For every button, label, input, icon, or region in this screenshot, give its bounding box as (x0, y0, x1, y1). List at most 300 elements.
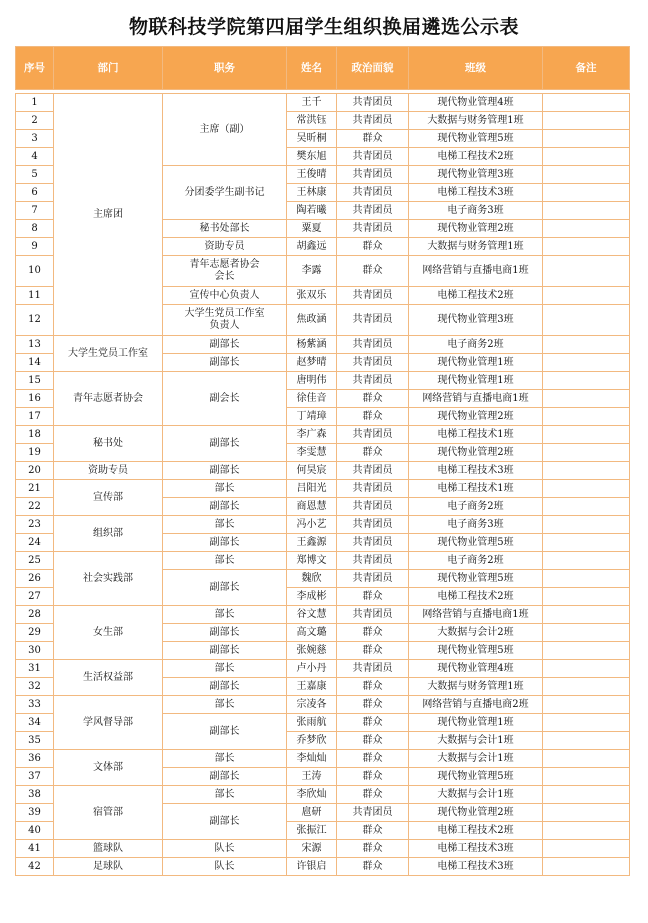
cell-name-text: 樊东旭 (296, 150, 327, 162)
cell-political-status-text: 共青团员 (352, 428, 393, 440)
cell-political-status (337, 768, 409, 786)
cell-position-text: 副部长 (209, 626, 240, 638)
cell-position (163, 94, 287, 166)
cell-political-status (337, 588, 409, 606)
cell-index-text: 20 (28, 464, 41, 476)
table-row (16, 336, 630, 354)
cell-name (287, 184, 337, 202)
cell-political-status (337, 238, 409, 256)
cell-name-text: 李广森 (296, 428, 327, 440)
cell-name-text: 商恩慧 (296, 500, 327, 512)
cell-political-status (337, 606, 409, 624)
cell-political-status (337, 534, 409, 552)
cell-index (16, 498, 54, 516)
cell-name-text: 赵梦晴 (296, 356, 327, 368)
cell-position-text: 副部长 (209, 500, 240, 512)
cell-class (409, 750, 543, 768)
cell-remarks (543, 678, 630, 696)
cell-class-text: 大数据与会计2班 (437, 626, 514, 638)
cell-position-text: 资助专员 (204, 240, 245, 252)
cell-remarks (543, 238, 630, 256)
cell-index-text: 14 (28, 356, 41, 368)
cell-index (16, 202, 54, 220)
cell-class-text: 现代物业管理1班 (437, 356, 514, 368)
cell-remarks (543, 130, 630, 148)
cell-name-text: 乔梦欣 (296, 734, 327, 746)
cell-position-text: 副部长 (209, 437, 240, 449)
cell-index (16, 372, 54, 390)
cell-index (16, 552, 54, 570)
cell-remarks (543, 588, 630, 606)
cell-position (163, 750, 287, 768)
cell-name-text: 王鑫源 (296, 536, 327, 548)
cell-class-text: 电梯工程技术2班 (437, 590, 514, 602)
cell-political-status (337, 287, 409, 305)
cell-political-status-text: 共青团员 (352, 500, 393, 512)
cell-position (163, 480, 287, 498)
table-row (16, 660, 630, 678)
cell-remarks (543, 516, 630, 534)
cell-name (287, 354, 337, 372)
cell-class-text: 大数据与会计1班 (437, 734, 514, 746)
cell-political-status-text: 共青团员 (352, 464, 393, 476)
cell-position-text: 队长 (214, 860, 235, 872)
cell-position-text: 副部长 (209, 644, 240, 656)
cell-name-text: 胡鑫远 (296, 240, 327, 252)
cell-index (16, 732, 54, 750)
cell-position (163, 372, 287, 426)
cell-department (54, 94, 163, 336)
cell-class (409, 372, 543, 390)
cell-index (16, 336, 54, 354)
cell-political-status (337, 94, 409, 112)
cell-name-text: 吕阳光 (296, 482, 327, 494)
cell-political-status-text: 群众 (362, 240, 383, 252)
cell-index (16, 642, 54, 660)
cell-class (409, 354, 543, 372)
cell-class-text: 现代物业管理2班 (437, 410, 514, 422)
cell-name-text: 丁靖璋 (296, 410, 327, 422)
cell-class-text: 现代物业管理5班 (437, 770, 514, 782)
cell-position-text: 副部长 (209, 536, 240, 548)
cell-position-text: 宣传中心负责人 (189, 289, 260, 301)
cell-index-text: 27 (28, 590, 41, 602)
cell-class (409, 606, 543, 624)
cell-political-status (337, 444, 409, 462)
cell-political-status (337, 480, 409, 498)
cell-remarks (543, 642, 630, 660)
cell-political-status (337, 202, 409, 220)
cell-name (287, 426, 337, 444)
cell-name-text: 常洪钰 (296, 114, 327, 126)
cell-index-text: 37 (28, 770, 41, 782)
cell-remarks (543, 426, 630, 444)
cell-department-text: 秘书处 (93, 437, 123, 449)
cell-class-text: 电梯工程技术3班 (437, 860, 514, 872)
cell-index-text: 25 (28, 554, 41, 566)
cell-political-status (337, 426, 409, 444)
cell-name-text: 高文璐 (296, 626, 327, 638)
cell-name (287, 804, 337, 822)
cell-name-text: 王千 (301, 96, 322, 108)
cell-political-status-text: 共青团员 (352, 806, 393, 818)
cell-class-text: 网络营销与直播电商1班 (422, 265, 529, 276)
cell-name-text: 李灿灿 (296, 752, 327, 764)
cell-position-text: 队长 (214, 842, 235, 854)
cell-department-text: 女生部 (93, 626, 123, 638)
cell-political-status (337, 840, 409, 858)
cell-name (287, 552, 337, 570)
cell-index-text: 29 (28, 626, 41, 638)
table-row (16, 516, 630, 534)
cell-name (287, 148, 337, 166)
cell-name (287, 750, 337, 768)
cell-index-text: 33 (28, 698, 41, 710)
cell-department-text: 文体部 (93, 761, 123, 773)
cell-index-text: 21 (28, 482, 41, 494)
cell-remarks (543, 768, 630, 786)
cell-class-text: 电子商务2班 (447, 554, 504, 566)
cell-political-status (337, 696, 409, 714)
cell-index-text: 4 (31, 150, 38, 162)
cell-name (287, 606, 337, 624)
cell-index-text: 41 (28, 842, 41, 854)
cell-position (163, 336, 287, 354)
cell-index (16, 750, 54, 768)
cell-political-status-text: 共青团员 (352, 662, 393, 674)
cell-name-text: 扈研 (301, 806, 322, 818)
cell-index-text: 12 (28, 314, 41, 325)
cell-political-status-text: 群众 (362, 860, 383, 872)
cell-index (16, 462, 54, 480)
cell-position (163, 786, 287, 804)
cell-index-text: 11 (28, 289, 41, 301)
cell-remarks (543, 552, 630, 570)
cell-class-text: 大数据与会计1班 (437, 752, 514, 764)
cell-index-text: 36 (28, 752, 41, 764)
cell-position (163, 305, 287, 336)
cell-position (163, 534, 287, 552)
cell-class-text: 大数据与财务管理1班 (427, 240, 524, 252)
cell-class-text: 现代物业管理4班 (437, 662, 514, 674)
cell-class-text: 现代物业管理2班 (437, 806, 514, 818)
cell-department (54, 552, 163, 606)
cell-political-status-text: 共青团员 (352, 608, 393, 620)
cell-remarks (543, 184, 630, 202)
cell-index-text: 22 (28, 500, 41, 512)
cell-index (16, 858, 54, 876)
cell-name (287, 840, 337, 858)
cell-remarks (543, 786, 630, 804)
cell-remarks (543, 444, 630, 462)
cell-name-text: 唐明伟 (296, 374, 327, 386)
cell-political-status-text: 群众 (362, 716, 383, 728)
cell-index (16, 786, 54, 804)
cell-political-status (337, 390, 409, 408)
cell-class-text: 现代物业管理2班 (437, 446, 514, 458)
cell-name (287, 202, 337, 220)
cell-name (287, 822, 337, 840)
cell-name (287, 642, 337, 660)
cell-name-text: 吴昕桐 (296, 132, 327, 144)
cell-index (16, 714, 54, 732)
cell-index (16, 112, 54, 130)
cell-class (409, 202, 543, 220)
cell-name-text: 王嘉康 (296, 680, 327, 692)
cell-class-text: 现代物业管理3班 (437, 314, 514, 325)
cell-position (163, 220, 287, 238)
cell-political-status (337, 786, 409, 804)
cell-class-text: 大数据与财务管理1班 (427, 680, 524, 692)
cell-position (163, 256, 287, 287)
cell-name (287, 498, 337, 516)
cell-name (287, 858, 337, 876)
cell-index (16, 444, 54, 462)
cell-political-status (337, 336, 409, 354)
cell-position (163, 678, 287, 696)
cell-index (16, 804, 54, 822)
cell-class-text: 电梯工程技术2班 (437, 289, 514, 301)
cell-position-text: 副部长 (209, 338, 240, 350)
cell-class-text: 大数据与会计1班 (437, 788, 514, 800)
cell-class-text: 电梯工程技术3班 (437, 842, 514, 854)
cell-index-text: 13 (28, 338, 41, 350)
cell-index-text: 9 (31, 240, 38, 252)
cell-position (163, 624, 287, 642)
cell-department-text: 社会实践部 (83, 572, 133, 584)
cell-remarks (543, 305, 630, 336)
cell-political-status (337, 372, 409, 390)
cell-remarks (543, 858, 630, 876)
cell-index-text: 17 (28, 410, 41, 422)
cell-political-status (337, 148, 409, 166)
cell-political-status-text: 共青团员 (352, 186, 393, 198)
cell-position-text: 分团委学生副书记 (184, 186, 265, 198)
cell-class (409, 238, 543, 256)
cell-department (54, 372, 163, 426)
cell-name-text: 郑博文 (296, 554, 327, 566)
cell-political-status (337, 408, 409, 426)
cell-class (409, 840, 543, 858)
cell-name-text: 李欣灿 (296, 788, 327, 800)
header-row (16, 47, 630, 90)
cell-political-status (337, 678, 409, 696)
cell-political-status (337, 462, 409, 480)
cell-class (409, 768, 543, 786)
cell-political-status (337, 858, 409, 876)
cell-name-text: 王俊晴 (296, 168, 327, 180)
cell-remarks (543, 714, 630, 732)
cell-class (409, 408, 543, 426)
cell-name-text: 杨紫涵 (296, 338, 327, 350)
cell-class (409, 534, 543, 552)
cell-political-status (337, 166, 409, 184)
cell-political-status (337, 552, 409, 570)
cell-political-status-text: 群众 (362, 590, 383, 602)
cell-position (163, 570, 287, 606)
cell-political-status-text: 共青团员 (352, 338, 393, 350)
cell-political-status-text: 群众 (362, 392, 383, 404)
cell-department (54, 858, 163, 876)
cell-department (54, 660, 163, 696)
cell-index (16, 256, 54, 287)
cell-class-text: 现代物业管理5班 (437, 644, 514, 656)
cell-political-status-text: 共青团员 (352, 314, 393, 325)
cell-index (16, 480, 54, 498)
cell-political-status-text: 群众 (362, 680, 383, 692)
cell-class-text: 电梯工程技术2班 (437, 824, 514, 836)
cell-position (163, 804, 287, 840)
cell-class-text: 电子商务2班 (447, 500, 504, 512)
cell-remarks (543, 750, 630, 768)
cell-class (409, 94, 543, 112)
cell-political-status-text: 群众 (362, 698, 383, 710)
cell-name (287, 660, 337, 678)
cell-name-text: 粟夏 (301, 222, 322, 234)
cell-department (54, 606, 163, 660)
cell-position-text: 副会长 (209, 392, 240, 404)
cell-political-status-text: 共青团员 (352, 96, 393, 108)
cell-class-text: 现代物业管理1班 (437, 374, 514, 386)
cell-class (409, 148, 543, 166)
cell-political-status-text: 共青团员 (352, 536, 393, 548)
cell-index (16, 606, 54, 624)
cell-political-status-text: 群众 (362, 132, 383, 144)
cell-class (409, 624, 543, 642)
table-row (16, 696, 630, 714)
cell-index-text: 15 (28, 374, 41, 386)
cell-class-text: 电梯工程技术1班 (437, 428, 514, 440)
cell-class (409, 220, 543, 238)
cell-name (287, 287, 337, 305)
cell-index (16, 184, 54, 202)
col-header-name: 姓名 (287, 47, 337, 90)
cell-remarks (543, 148, 630, 166)
cell-political-status-text: 群众 (362, 734, 383, 746)
cell-position (163, 166, 287, 220)
cell-position-text: 青年志愿者协会 会长 (189, 259, 260, 282)
cell-class-text: 现代物业管理5班 (437, 132, 514, 144)
cell-remarks (543, 462, 630, 480)
col-header-political-status: 政治面貌 (337, 47, 409, 90)
cell-political-status-text: 共青团员 (352, 222, 393, 234)
cell-position-text: 部长 (214, 518, 235, 530)
cell-index-text: 6 (31, 186, 38, 198)
cell-political-status (337, 516, 409, 534)
cell-remarks (543, 287, 630, 305)
cell-class (409, 570, 543, 588)
cell-political-status-text: 共青团员 (352, 482, 393, 494)
cell-position (163, 238, 287, 256)
col-header-department: 部门 (54, 47, 163, 90)
cell-political-status-text: 共青团员 (352, 554, 393, 566)
cell-political-status (337, 660, 409, 678)
cell-position (163, 768, 287, 786)
cell-political-status-text: 群众 (362, 824, 383, 836)
cell-name (287, 256, 337, 287)
cell-position-text: 部长 (214, 698, 235, 710)
table-row (16, 606, 630, 624)
cell-index-text: 2 (31, 114, 38, 126)
cell-position-text: 部长 (214, 662, 235, 674)
cell-political-status (337, 498, 409, 516)
cell-name-text: 焦政涵 (296, 314, 327, 325)
table-body (16, 90, 630, 876)
cell-department-text: 篮球队 (93, 842, 123, 854)
cell-remarks (543, 606, 630, 624)
table-row (16, 552, 630, 570)
cell-index (16, 696, 54, 714)
cell-class (409, 858, 543, 876)
cell-class-text: 现代物业管理2班 (437, 222, 514, 234)
col-header-class: 班级 (409, 47, 543, 90)
cell-position-text: 副部长 (209, 815, 240, 827)
cell-remarks (543, 498, 630, 516)
cell-political-status-text: 群众 (362, 410, 383, 422)
cell-name (287, 238, 337, 256)
table-row (16, 94, 630, 112)
cell-class-text: 电梯工程技术3班 (437, 186, 514, 198)
cell-name-text: 谷文慧 (296, 608, 327, 620)
cell-department (54, 480, 163, 516)
cell-index-text: 3 (31, 132, 38, 144)
cell-index-text: 10 (28, 265, 41, 276)
cell-name (287, 220, 337, 238)
cell-class (409, 112, 543, 130)
cell-position-text: 部长 (214, 482, 235, 494)
cell-political-status (337, 112, 409, 130)
cell-class (409, 462, 543, 480)
cell-political-status (337, 305, 409, 336)
cell-name (287, 462, 337, 480)
cell-position (163, 426, 287, 462)
table-row (16, 858, 630, 876)
cell-name-text: 许银启 (296, 860, 327, 872)
cell-position-text: 副部长 (209, 725, 240, 737)
cell-class (409, 305, 543, 336)
cell-position-text: 部长 (214, 788, 235, 800)
cell-index (16, 166, 54, 184)
cell-political-status (337, 822, 409, 840)
cell-name (287, 786, 337, 804)
cell-political-status-text: 共青团员 (352, 168, 393, 180)
cell-index (16, 390, 54, 408)
cell-remarks (543, 220, 630, 238)
cell-political-status-text: 共青团员 (352, 289, 393, 301)
cell-political-status-text: 共青团员 (352, 204, 393, 216)
cell-remarks (543, 390, 630, 408)
cell-class-text: 大数据与财务管理1班 (427, 114, 524, 126)
cell-department-text: 组织部 (93, 527, 123, 539)
cell-position (163, 858, 287, 876)
cell-name (287, 696, 337, 714)
cell-remarks (543, 534, 630, 552)
cell-name (287, 714, 337, 732)
cell-remarks (543, 354, 630, 372)
cell-index-text: 26 (28, 572, 41, 584)
cell-remarks (543, 372, 630, 390)
cell-remarks (543, 804, 630, 822)
cell-position (163, 462, 287, 480)
cell-name-text: 王林康 (296, 186, 327, 198)
cell-position-text: 副部长 (209, 770, 240, 782)
cell-name (287, 480, 337, 498)
cell-political-status (337, 184, 409, 202)
cell-position (163, 696, 287, 714)
cell-class-text: 电梯工程技术2班 (437, 150, 514, 162)
cell-index-text: 35 (28, 734, 41, 746)
cell-remarks (543, 166, 630, 184)
